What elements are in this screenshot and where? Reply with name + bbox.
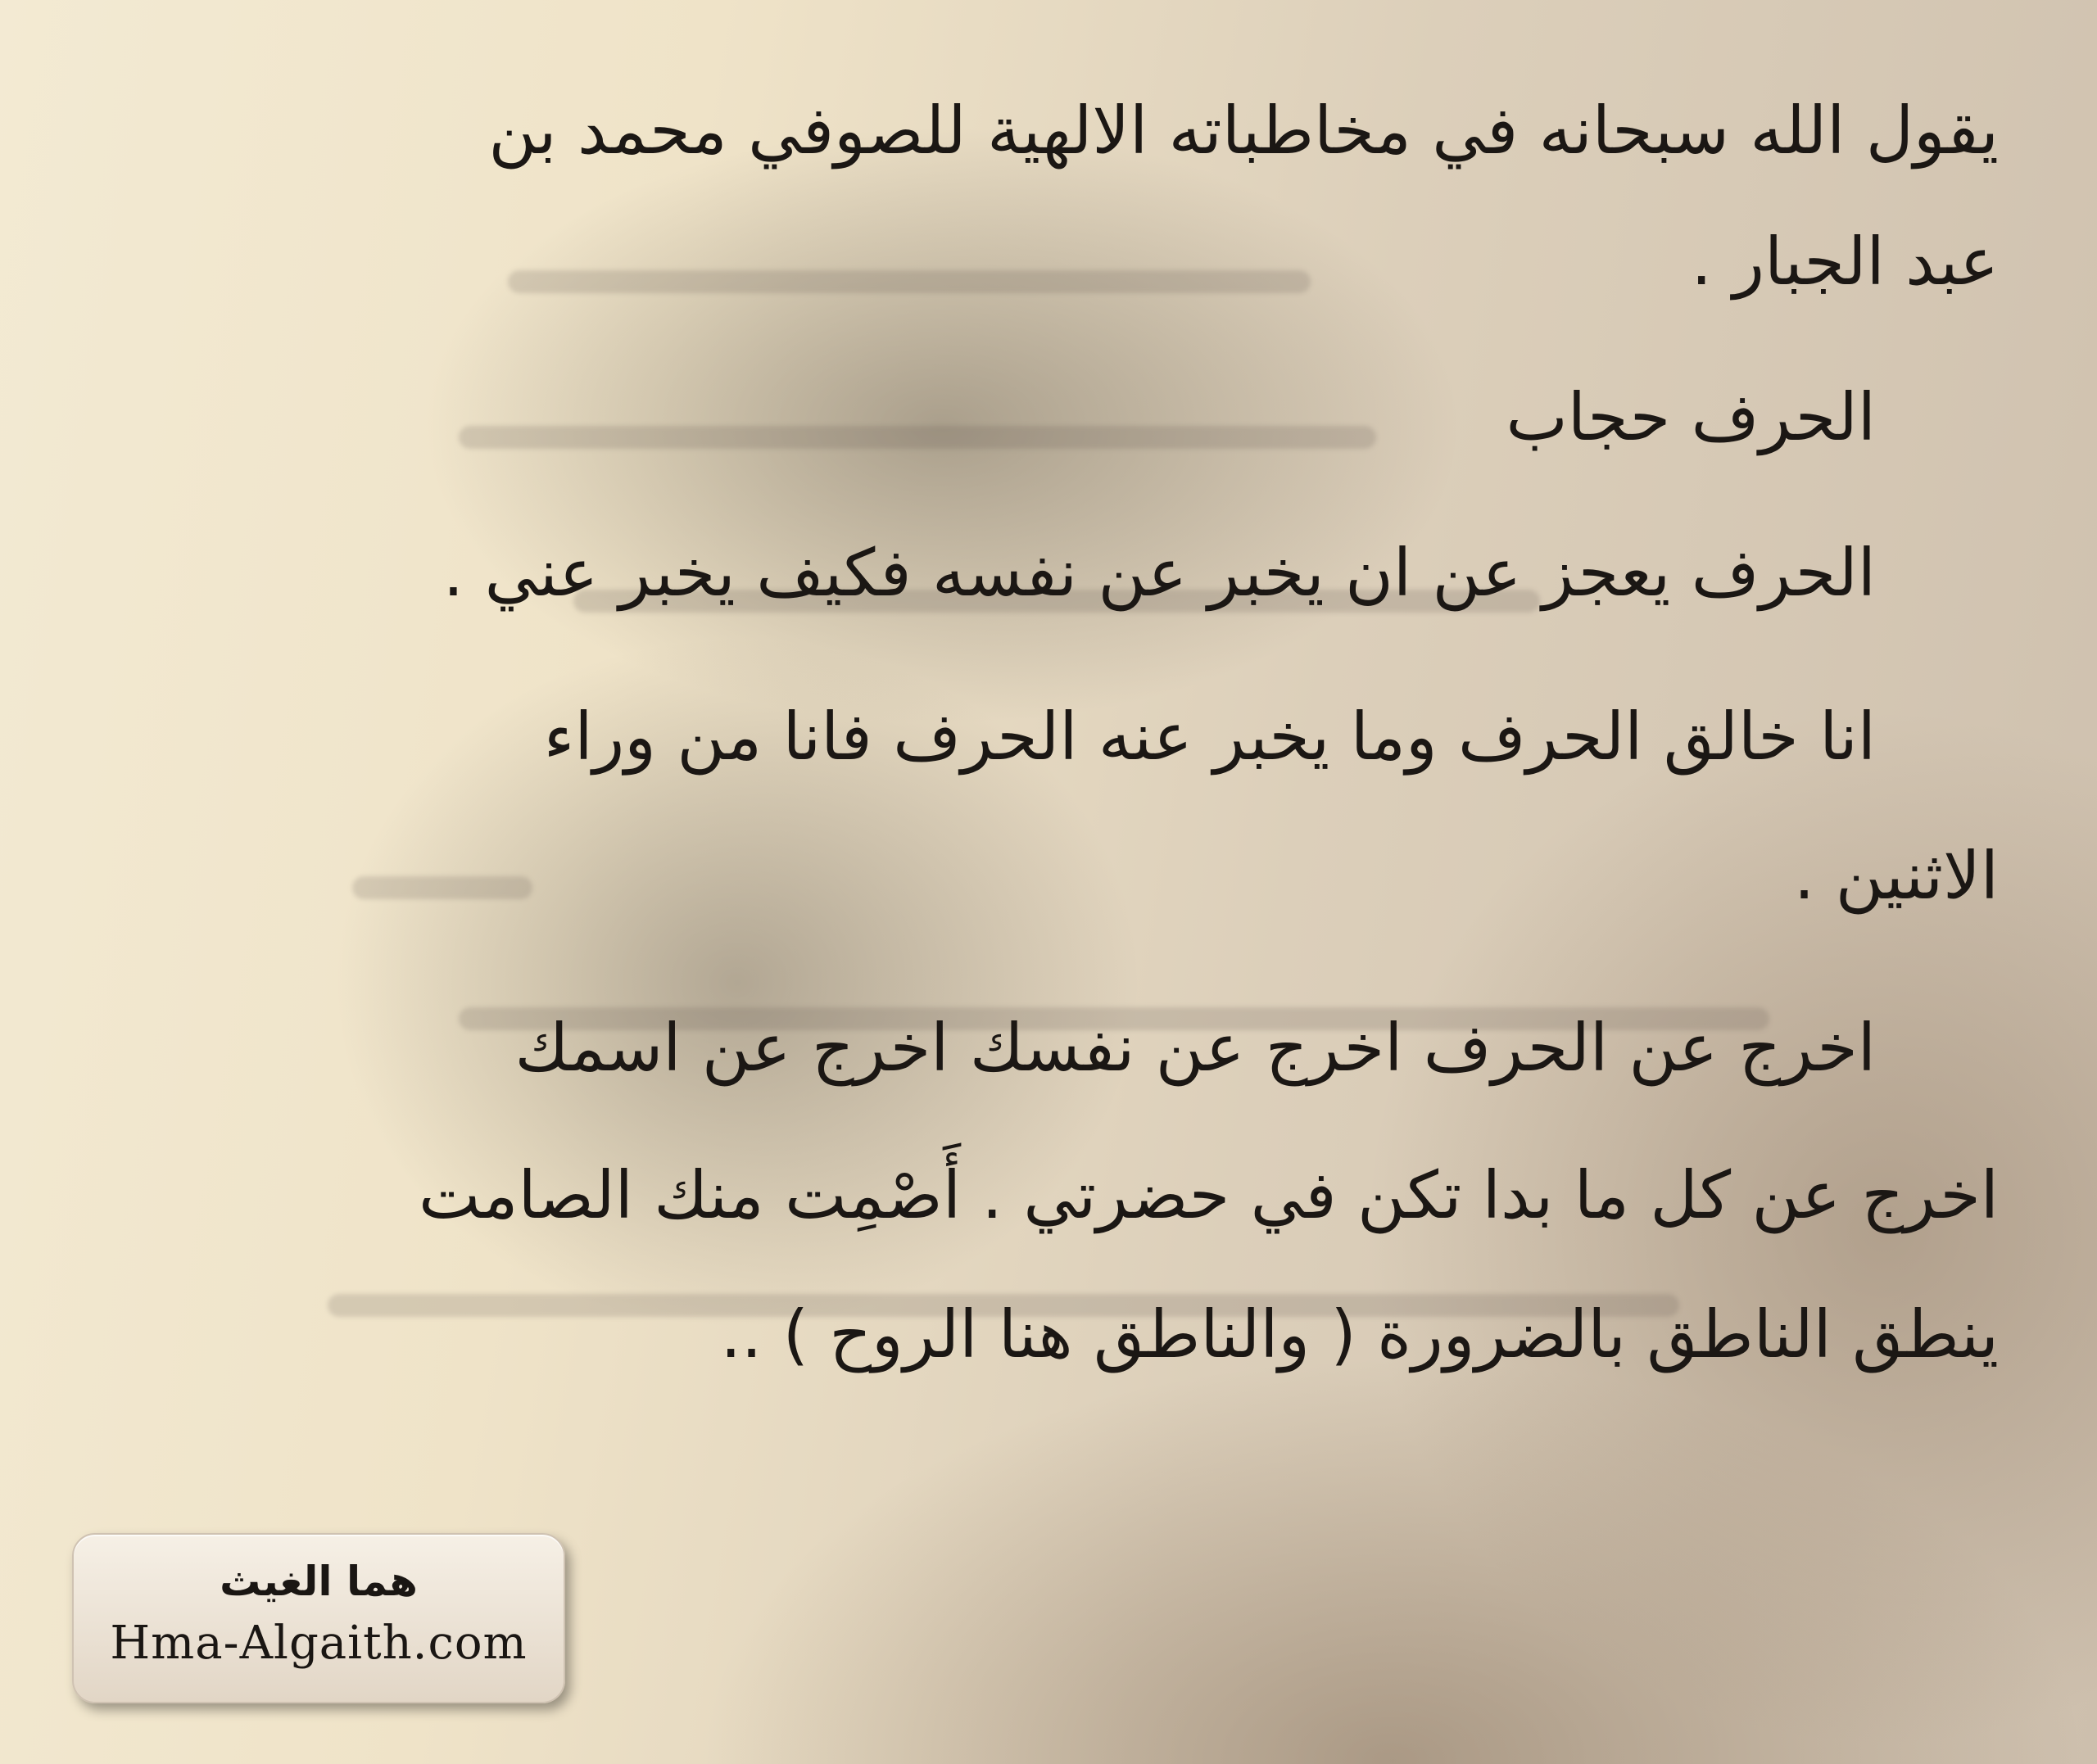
watermark-site: Hma-Algaith.com [110,1617,528,1670]
text-line: انا خالق الحرف وما يخبر عنه الحرف فانا من وراء [543,699,1876,775]
watermark-arabic: هما الغيث [220,1558,418,1605]
text-line: اخرج عن الحرف اخرج عن نفسك اخرج عن اسمك [514,1010,1876,1086]
text-line: عبد الجبار . [1691,224,1999,300]
bleed-through-mark [508,270,1311,293]
watermark-badge [72,1533,565,1703]
heading-line: الحرف حجاب [1506,379,1876,455]
bleed-through-mark [352,876,532,899]
text-line: ينطق الناطق بالضرورة ( والناطق هنا الروح ) .. [720,1296,1999,1373]
bleed-through-mark [459,426,1376,449]
text-line: الاثنين . [1793,838,1999,914]
text-line: يقول الله سبحانه في مخاطباته الالهية للصوفي محمد بن [488,93,1999,169]
text-line: اخرج عن كل ما بدا تكن في حضرتي . أَصْمِت منك الصامت [419,1157,1999,1233]
text-line: الحرف يعجز عن ان يخبر عن نفسه فكيف يخبر عني . [442,535,1876,611]
